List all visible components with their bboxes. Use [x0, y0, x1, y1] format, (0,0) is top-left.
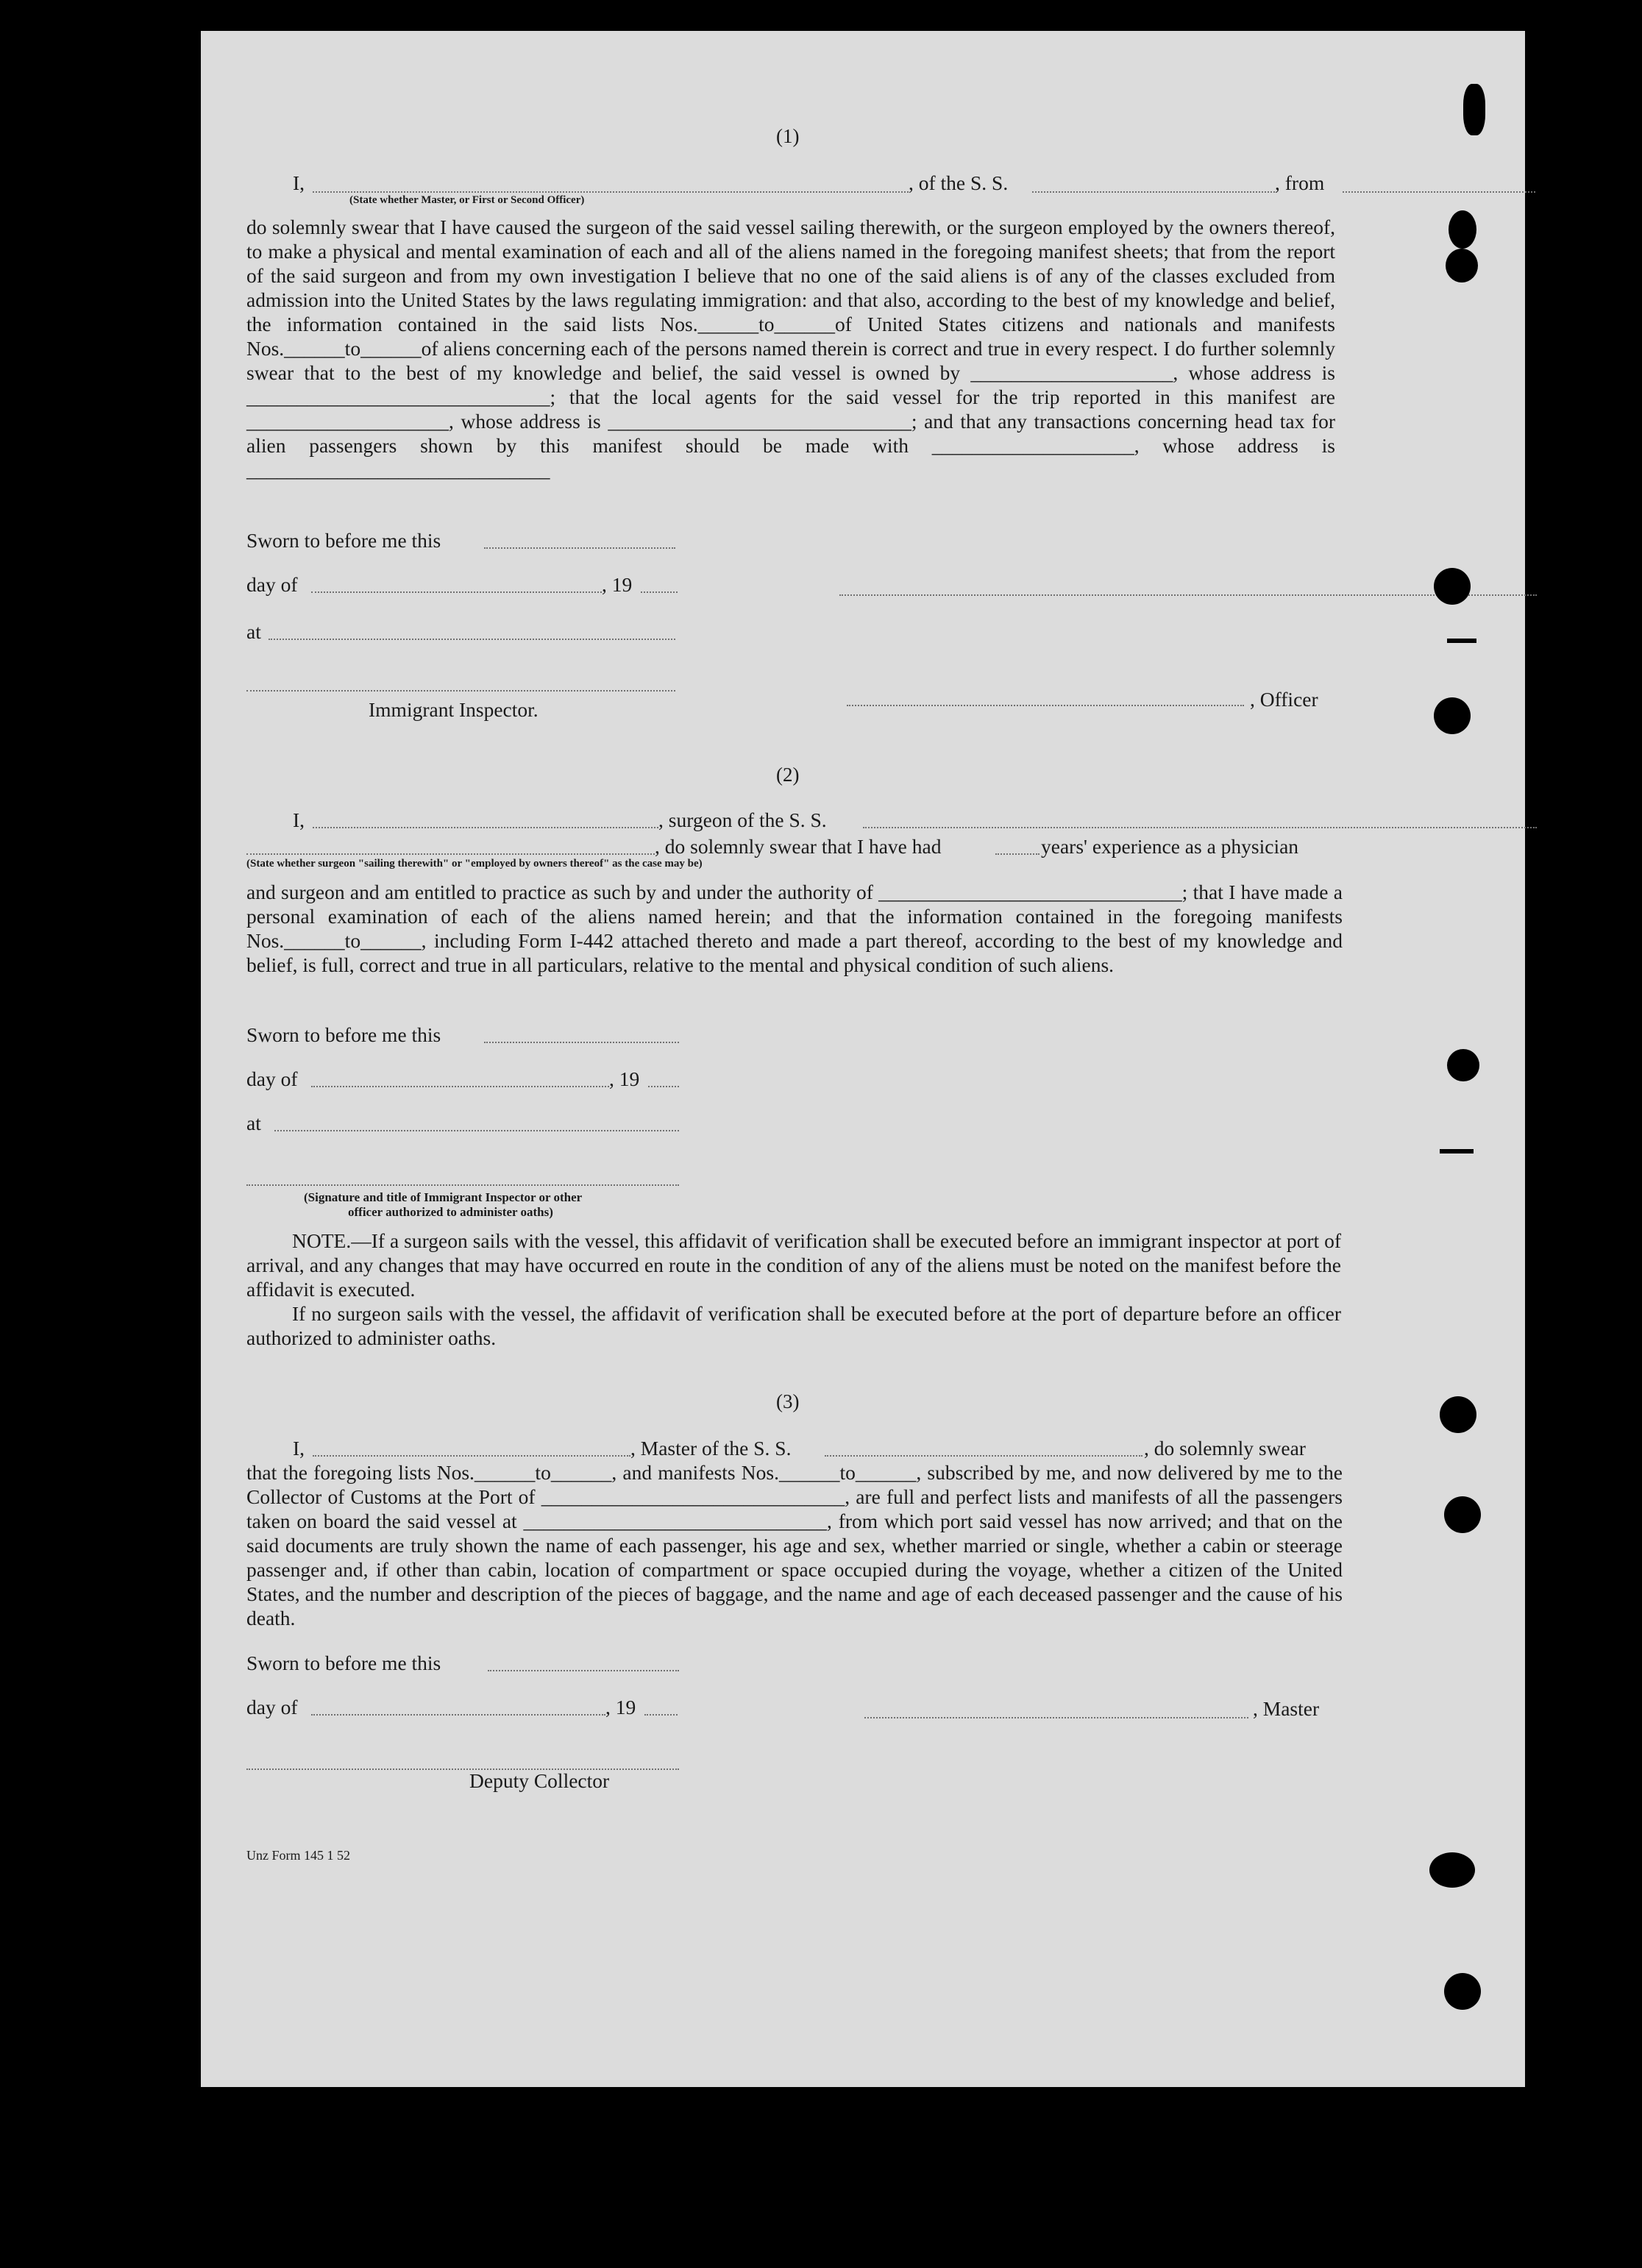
section-1-body: do solemnly swear that I have caused the surgeon of the said vessel sailing therewith, or the surgeon employed by the owners thereof, to make a physical and mental examination of each and all of the aliens named in the foregoing manifest sheets; that from the report of the said surgeon and from my own investigation I believe that no one of the said aliens is of any of the classes excluded from admission into the United States by the laws regulating immigration: and that also, according to the best of my knowledge and belief, the information contained in the said lists Nos.______to______of United States citizens and nationals and manifests Nos.______to______of aliens concerning each of the persons named therein is correct and true in every respect. I do further solemnly swear that to the best of my knowledge and belief, the said vessel is owned by ____________________, whose address is ______________________________; that the local agents for the said vessel for the trip reported in this manifest are ____________________, whose address is ______________________________; and that any transactions concerning head tax for alien passengers shown by this manifest should be made with ____________________, whose address is ______________________________ [246, 216, 1335, 481]
binder-tab-mark [1447, 639, 1476, 643]
binder-hole-mark [1447, 1049, 1479, 1081]
master-swear-label: , do solemnly swear [1144, 1437, 1306, 1460]
section-1-at: at [246, 620, 261, 643]
section-3-body: that the foregoing lists Nos.______to______, and manifests Nos.______to______, subscribed by me, and now delivered by me to the Collector of Customs at the Port of ______________________________, are full and perfect lists and manifests of all the passengers taken on board the said vessel at ______________________________, from which port said vessel has now arrived; and that on the said documents are truly shown the name of each passenger, his age and sex, whether married or single, whether a cabin or steerage passenger and, if other than cabin, location of compartment or space occupied during the voyage, whether a citizen of the United States, and the number and description of the pieces of baggage, and the name and age of each deceased passenger and the cause of his death. [246, 1461, 1343, 1629]
binder-hole-mark [1434, 568, 1471, 605]
inspector-signature-line [246, 690, 675, 692]
master-vessel-line [825, 1455, 1142, 1457]
signature-note-1: (Signature and title of Immigrant Inspector or other [304, 1190, 583, 1204]
at-line [269, 639, 675, 640]
binder-hole-mark [1429, 1852, 1475, 1888]
year-line-2 [648, 1086, 679, 1087]
administrator-signature-line [246, 1184, 679, 1186]
section-1-sworn: Sworn to before me this [246, 529, 441, 552]
sworn-line [484, 547, 675, 549]
of-the-ss-label: , of the S. S. [909, 171, 1009, 194]
from-label: , from [1275, 171, 1325, 194]
binder-hole-mark [1444, 1973, 1481, 2010]
year-line [641, 591, 678, 593]
binder-hole-mark [1446, 249, 1478, 282]
master-label: , Master [1253, 1697, 1320, 1720]
deputy-signature-line [246, 1768, 679, 1770]
officer-label: , Officer [1250, 688, 1318, 711]
note-paragraph-2: If no surgeon sails with the vessel, the affidavit of verification shall be executed before at the port of departure before an officer authorized to administer oaths. [246, 1302, 1341, 1349]
section-2-sworn: Sworn to before me this [246, 1023, 441, 1046]
binder-tab-mark [1440, 1149, 1474, 1153]
section-1-number: (1) [776, 125, 800, 147]
section-2-I: I, [293, 808, 305, 831]
binder-hole-mark [1444, 1496, 1481, 1533]
sworn-line-3 [488, 1670, 679, 1671]
binder-hole-mark [1449, 210, 1476, 249]
deputy-collector-label: Deputy Collector [469, 1769, 610, 1792]
day-line-3 [311, 1714, 605, 1716]
surgeon-status-line [246, 853, 655, 855]
surgeon-of-ss-label: , surgeon of the S. S. [658, 808, 827, 831]
form-page [201, 31, 1525, 2087]
surgeon-state-note: (State whether surgeon "sailing therewith" or "employed by owners thereof" as the case may be) [246, 858, 703, 870]
section-2-body: and surgeon and am entitled to practice as such by and under the authority of ______________________________; that I have made a personal examination of each of the aliens named herein; and that the information contained in the foregoing manifests Nos.______to______, including Form I-442 attached thereto and made a part thereof, according to the best of my knowledge and belief, is full, correct and true in all particulars, relative to the mental and physical condition of such aliens. [246, 881, 1343, 976]
day-line-2 [311, 1086, 609, 1087]
section-2-year: , 19 [609, 1067, 640, 1090]
section-3-I: I, [293, 1437, 305, 1460]
state-officer-note: (State whether Master, or First or Second Officer) [349, 194, 585, 206]
officer-name-line [847, 705, 1244, 706]
form-number-footer: Unz Form 145 1 52 [246, 1848, 350, 1863]
vessel-line [1032, 191, 1275, 193]
binder-hole-mark [1434, 697, 1471, 734]
master-of-ss-label: , Master of the S. S. [630, 1437, 792, 1460]
surgeon-vessel-line [863, 827, 1537, 828]
master-signature-line [864, 1717, 1248, 1718]
signature-note-2: officer authorized to administer oaths) [348, 1205, 553, 1219]
years-line [995, 853, 1039, 855]
year-line-3 [644, 1714, 678, 1716]
sworn-line-2 [484, 1042, 679, 1043]
section-3-sworn: Sworn to before me this [246, 1652, 441, 1674]
binder-hole-mark [1440, 1396, 1476, 1433]
section-3-number: (3) [776, 1390, 800, 1412]
day-line [311, 591, 602, 593]
section-1-year: , 19 [602, 573, 633, 596]
section-3-year: , 19 [605, 1696, 636, 1718]
note-paragraph-1: NOTE.—If a surgeon sails with the vessel, this affidavit of verification shall be executed before an immigrant inspector at port of arrival, and any changes that may have occurred en route in the condition of any of the aliens must be noted on the manifest before the affidavit is executed. [246, 1229, 1341, 1301]
name-line [313, 191, 909, 193]
master-name-line [313, 1455, 630, 1457]
surgeon-swear-label: , do solemnly swear that I have had [655, 835, 942, 858]
section-1-day-of: day of [246, 573, 298, 596]
torn-corner-mark [1463, 84, 1485, 135]
section-2-number: (2) [776, 764, 800, 786]
section-3-day-of: day of [246, 1696, 298, 1718]
immigrant-inspector-label: Immigrant Inspector. [369, 698, 539, 721]
years-experience-label: years' experience as a physician [1041, 835, 1299, 858]
from-line [1343, 191, 1535, 193]
section-2-day-of: day of [246, 1067, 298, 1090]
surgeon-name-line [313, 827, 658, 828]
section-2-at: at [246, 1112, 261, 1134]
section-1-I: I, [293, 171, 305, 194]
officer-signature-line [839, 594, 1537, 596]
at-line-2 [274, 1130, 679, 1131]
